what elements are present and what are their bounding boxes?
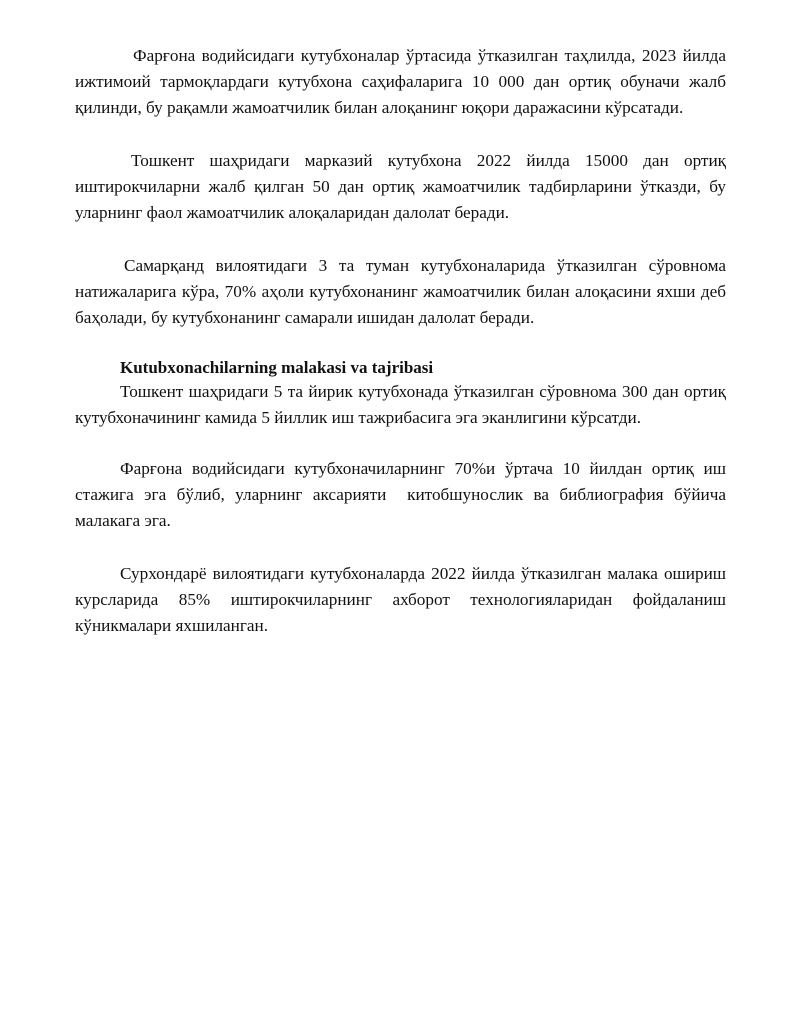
document-body <box>75 43 731 639</box>
section-heading: Kutubxonachilarning malakasi va tajribasi <box>120 358 434 377</box>
paragraph-fergana-librarians: Фарғона водийсидаги кутубхоначиларнинг 70%и ўртача 10 йилдан ортиқ иш стажига эга бўлиб, уларнинг аксарияти китобшунослик ва библиография бўйича малакага эга. <box>75 459 731 530</box>
paragraph-fergana-social-media: Фарғона водийсидаги кутубхоналар ўртасида ўтказилган таҳлилда, 2023 йилда ижтимоий тармоқлардаги кутубхона саҳифаларига 10 000 дан ортиқ обуначи жалб қилинди, бу рақамли жамоатчилик билан алоқанинг юқори даражасини кўрсатади. <box>75 46 731 117</box>
paragraph-tashkent-events: Тошкент шаҳридаги марказий кутубхона 2022 йилда 15000 дан ортиқ иштирокчиларни жалб қилган 50 дан ортиқ жамоатчилик тадбирларини ўтказди, бу уларнинг фаол жамоатчилик алоқаларидан далолат беради. <box>75 151 731 222</box>
paragraph-surkhandarya-courses: Сурхондарё вилоятидаги кутубхоналарда 2022 йилда ўтказилган малака ошириш курсларида 85% иштирокчиларнинг ахборот технологияларидан фойдаланиш кўникмалари яхшиланган. <box>75 564 731 635</box>
paragraph-samarkand-survey: Самарқанд вилоятидаги 3 та туман кутубхоналарида ўтказилган сўровнома натижаларига кўра, 70% аҳоли кутубхонанинг жамоатчилик билан алоқасини яхши деб баҳолади, бу кутубхонанинг самарали ишидан далолат беради. <box>75 256 731 327</box>
paragraph-tashkent-librarians: Тошкент шаҳридаги 5 та йирик кутубхонада ўтказилган сўровнома 300 дан ортиқ кутубхоначининг камида 5 йиллик иш тажрибасига эга эканлигини кўрсатди. <box>75 382 731 427</box>
